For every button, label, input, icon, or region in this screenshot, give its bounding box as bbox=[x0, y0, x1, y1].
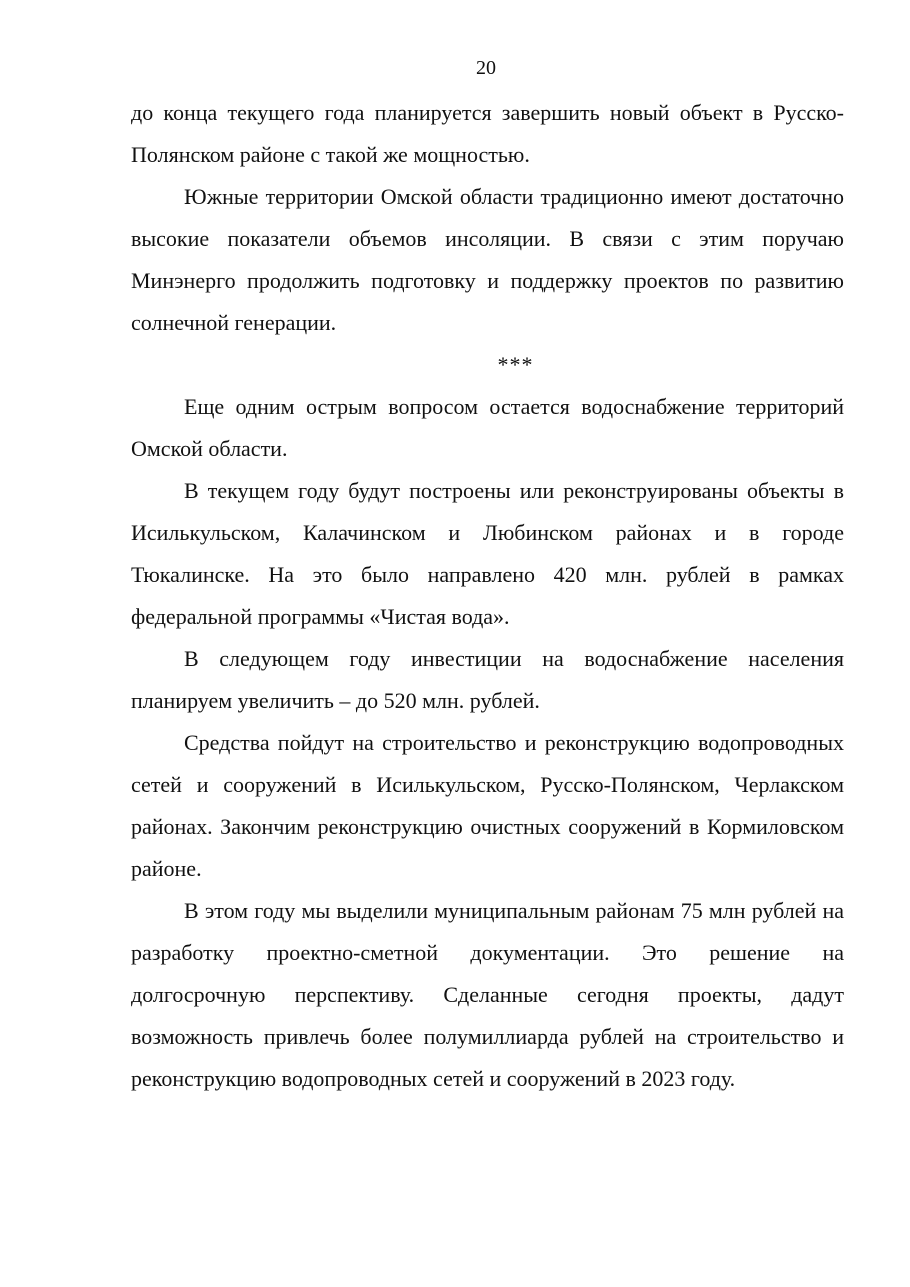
paragraph-current-year-projects: В текущем году будут построены или реконструированы объекты в Исилькульском, Калачинском и Любинском районах и в городе Тюкалинске. На это было направлено 420 млн. рублей в рамках федеральной программы «Чистая вода». bbox=[131, 478, 844, 629]
section-separator: *** bbox=[497, 352, 534, 377]
paragraph-design-documentation: В этом году мы выделили муниципальным районам 75 млн рублей на разработку проектно-сметной документации. Это решение на долгосрочную перспективу. Сделанные сегодня проекты, дадут возможность привлечь более полумиллиарда рублей на строительство и реконструкцию водопроводных сетей и сооружений в 2023 году. bbox=[131, 898, 844, 1091]
page-number: 20 bbox=[476, 57, 496, 79]
paragraph-funds-allocation: Средства пойдут на строительство и реконструкцию водопроводных сетей и сооружений в Исилькульском, Русско-Полянском, Черлакском районах. Закончим реконструкцию очистных сооружений в Кормиловском районе. bbox=[131, 730, 844, 881]
paragraph-continuation: до конца текущего года планируется завершить новый объект в Русско-Полянском районе с такой же мощностью. bbox=[131, 100, 844, 167]
paragraph-solar-generation: Южные территории Омской области традиционно имеют достаточно высокие показатели объемов инсоляции. В связи с этим поручаю Минэнерго продолжить подготовку и поддержку проектов по развитию солнечной генерации. bbox=[131, 184, 844, 335]
paragraph-next-year-investment: В следующем году инвестиции на водоснабжение населения планируем увеличить – до 520 млн. рублей. bbox=[131, 646, 844, 713]
paragraph-water-supply-issue: Еще одним острым вопросом остается водоснабжение территорий Омской области. bbox=[131, 394, 844, 461]
document-body bbox=[131, 92, 844, 1100]
